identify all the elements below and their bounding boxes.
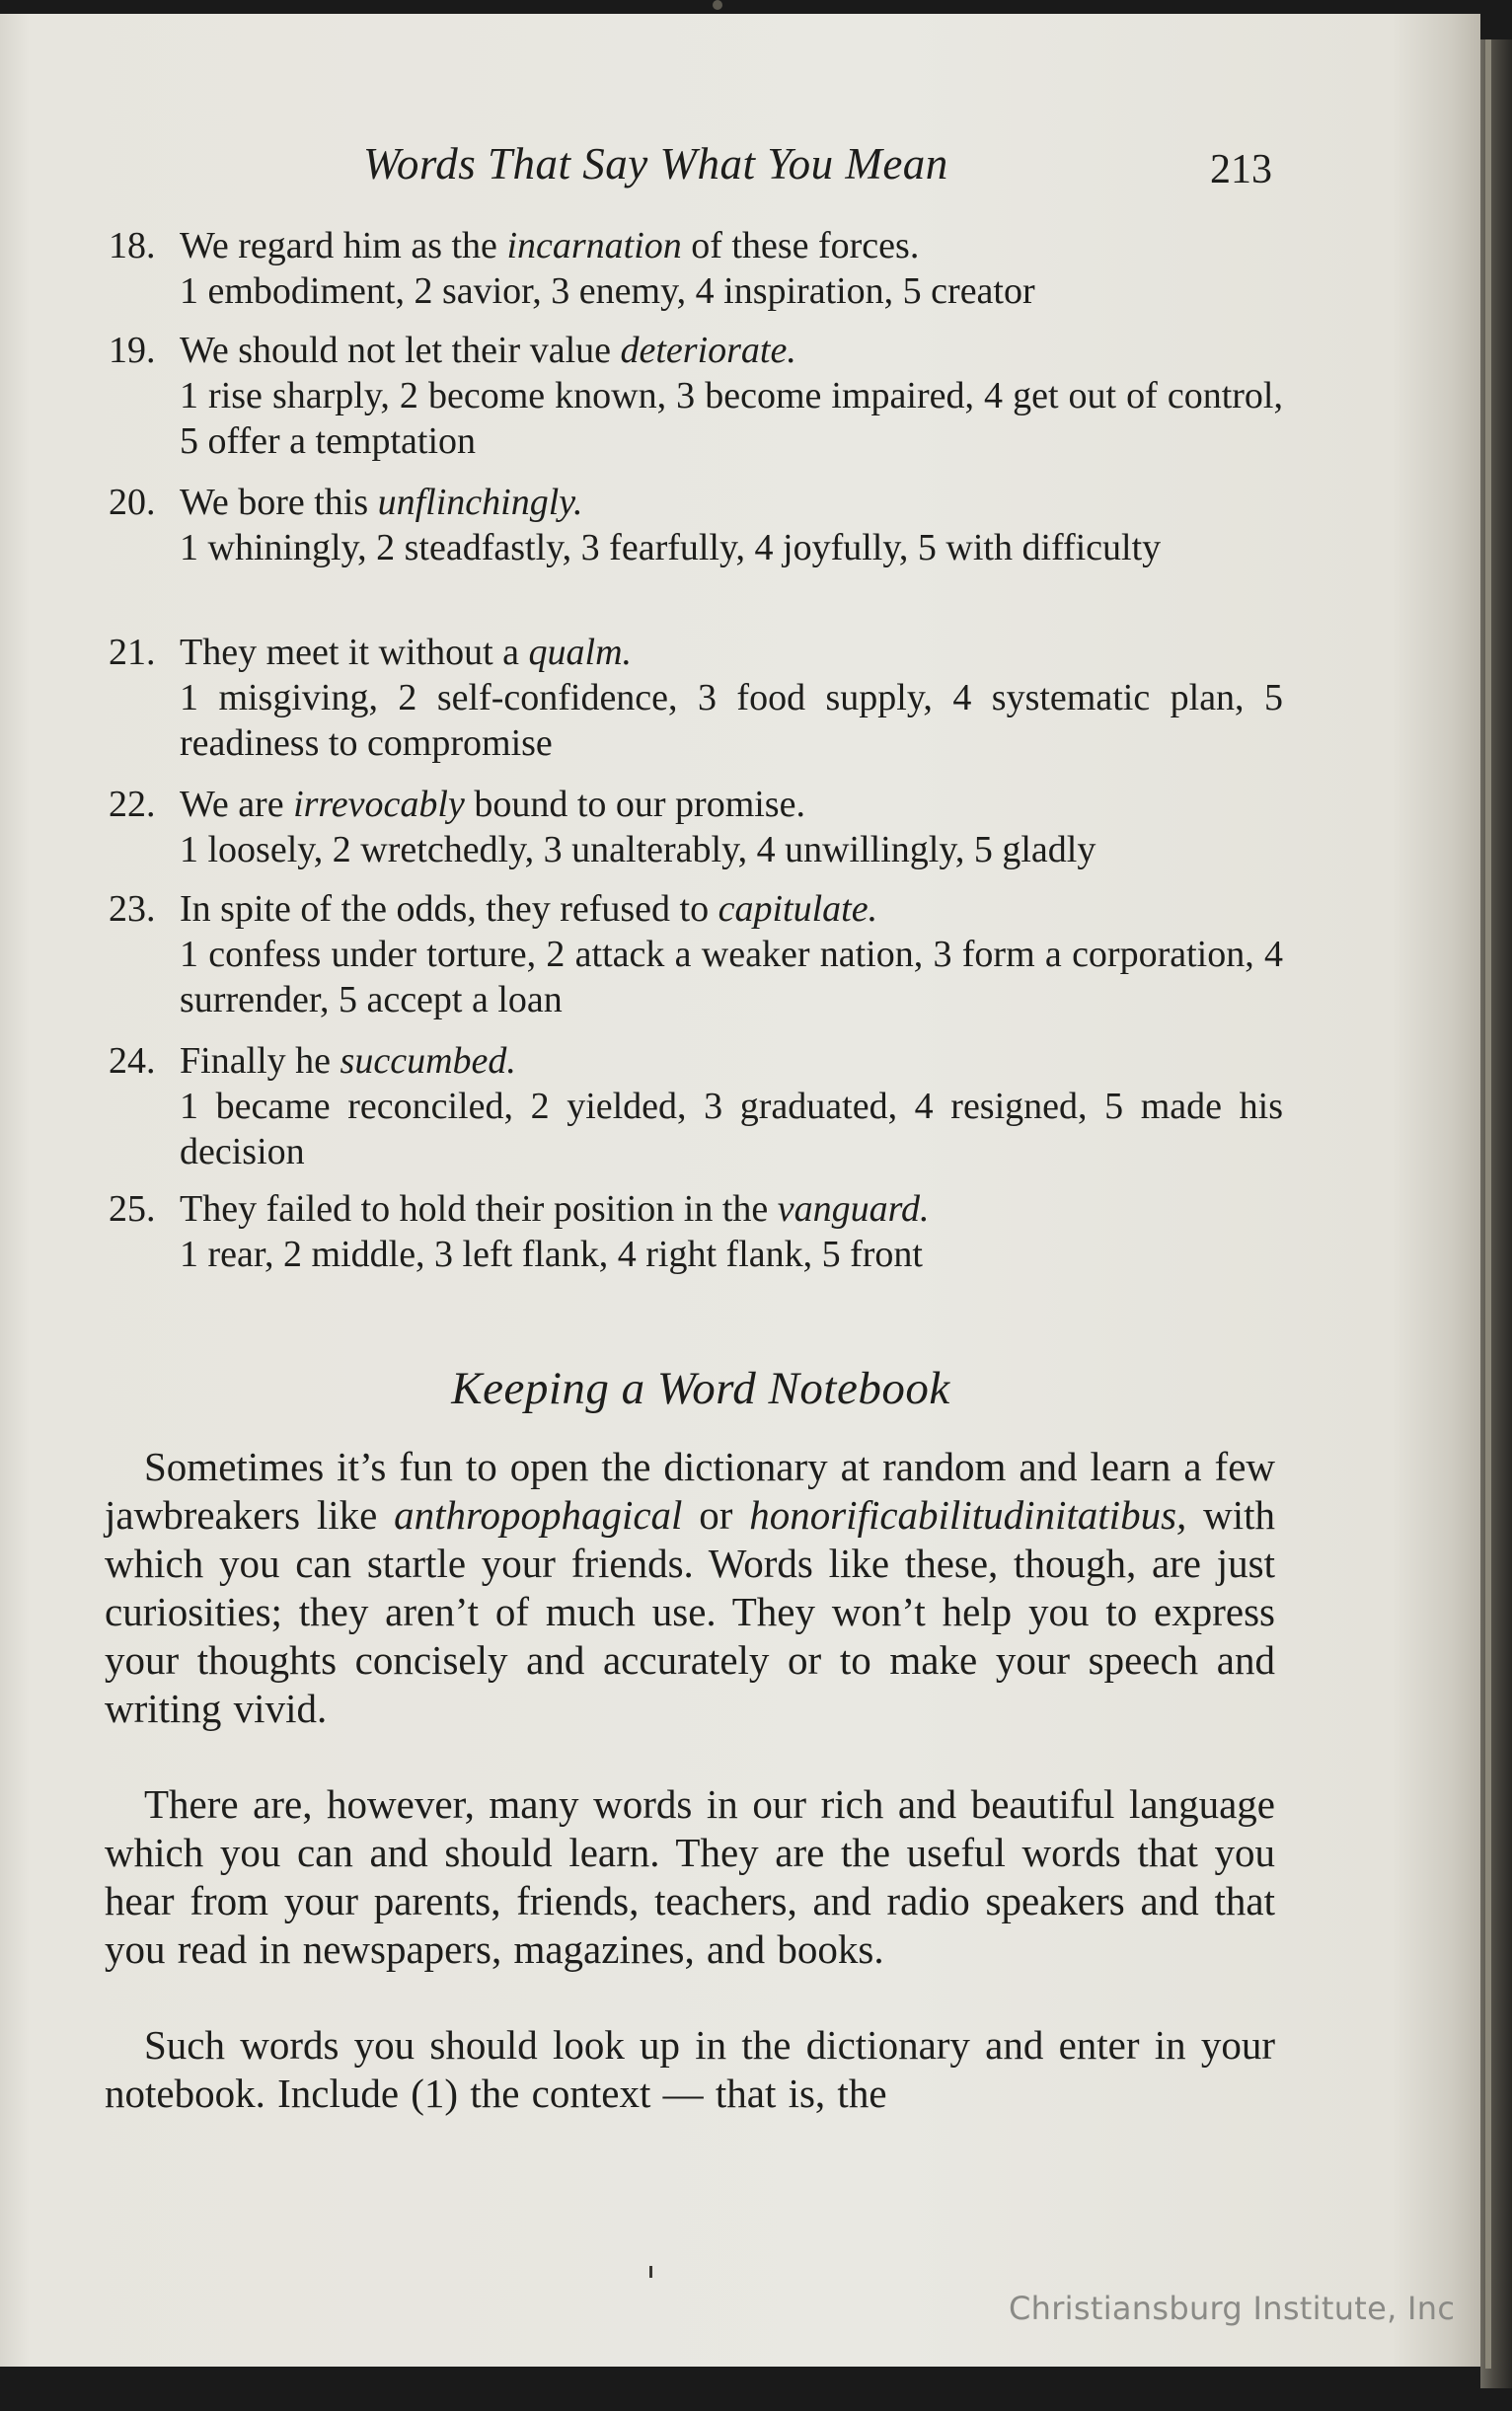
question-number: 21. [109,632,156,673]
answer-options: 1 embodiment, 2 savior, 3 enemy, 4 inspiration, 5 creator [180,270,1035,312]
page-number: 213 [1210,147,1272,192]
answer-options: 1 loosely, 2 wretchedly, 3 unalterably, 4 unwillingly, 5 gladly [180,829,1096,870]
target-word: succumbed. [340,1040,516,1082]
target-word: deteriorate. [620,330,796,371]
question-stem: We should not let their value deteriorate. [180,330,796,371]
italic-word: anthropophagical [394,1492,683,1538]
question-number: 22. [109,784,156,825]
question-stem: We bore this unflinchingly. [180,482,583,523]
watermark: Christiansburg Institute, Inc [1009,2290,1456,2327]
target-word: unflinchingly. [377,482,583,523]
target-word: capitulate. [718,888,878,930]
paragraph-2: There are, however, many words in our rich and beautiful language which you can and should learn. They are the useful words that you hear from your parents, friends, teachers, and radio speakers and that you read in newspapers, magazines, and books. [105,1781,1275,1972]
question-stem: In spite of the odds, they refused to capitulate. [180,888,878,930]
question-number: 24. [109,1040,156,1082]
target-word: vanguard. [777,1188,930,1230]
paragraph-3: Such words you should look up in the dictionary and enter in your notebook. Include (1) the context — that is, the [105,2022,1275,2116]
answer-options: 1 rear, 2 middle, 3 left flank, 4 right flank, 5 front [180,1234,923,1275]
question-number: 19. [109,330,156,371]
ink-speck [649,2266,652,2278]
binding-mark [713,0,722,10]
question-stem: They meet it without a qualm. [180,632,633,673]
italic-word: honorificabilitudinitatibus, [749,1492,1187,1538]
question-number: 18. [109,225,156,266]
target-word: incarnation [506,225,682,266]
question-stem: They failed to hold their position in the vanguard. [180,1188,930,1230]
target-word: irrevocably [293,784,465,825]
answer-options: 1 misgiving, 2 self-confidence, 3 food supply, 4 systematic plan, 5 readiness to compromise [180,677,1283,764]
answer-options: 1 whiningly, 2 steadfastly, 3 fearfully, 4 joyfully, 5 with difficulty [180,527,1162,568]
question-stem: We are irrevocably bound to our promise. [180,784,805,825]
question-stem: Finally he succumbed. [180,1040,516,1082]
question-number: 25. [109,1188,156,1230]
target-word: qualm. [528,632,633,673]
question-stem: We regard him as the incarnation of these forces. [180,225,920,266]
question-number: 23. [109,888,156,930]
answer-options: 1 became reconciled, 2 yielded, 3 graduated, 4 resigned, 5 made his decision [180,1086,1283,1172]
answer-options: 1 confess under torture, 2 attack a weaker nation, 3 form a corporation, 4 surrender, 5 accept a loan [180,934,1283,1020]
answer-options: 1 rise sharply, 2 become known, 3 become impaired, 4 get out of control, 5 offer a temptation [180,375,1283,462]
running-head: Words That Say What You Mean [363,139,948,188]
paragraph-1: Sometimes it’s fun to open the dictionary at random and learn a few jawbreakers like anthropophagical or honorificabilitudinitatibus, with which you can startle your friends. Words like these, though, are just curiosities; they aren’t of much use. They won’t help you to express your thoughts concisely and accurately or to make your speech and writing vivid. [105,1444,1275,1731]
section-heading: Keeping a Word Notebook [451,1363,950,1414]
question-number: 20. [109,482,156,523]
